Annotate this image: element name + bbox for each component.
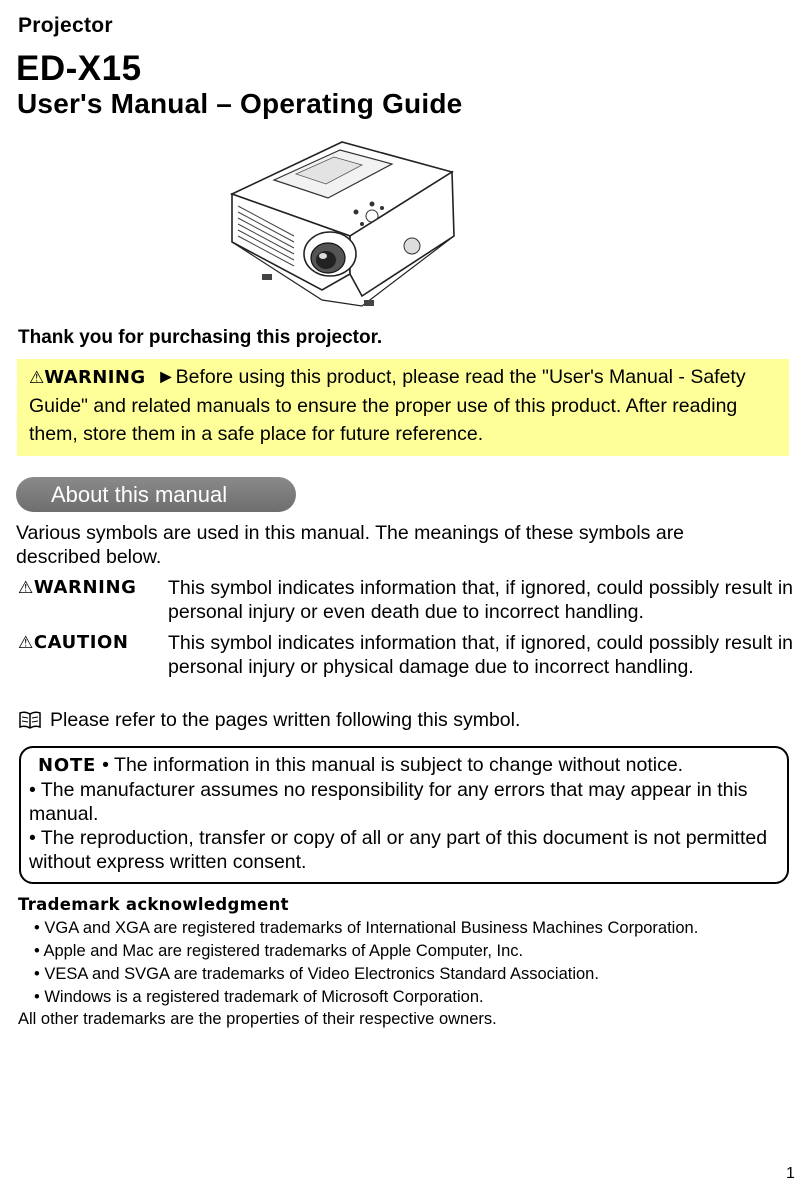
trademark-item: • VGA and XGA are registered trademarks of International Business Machines Corporation. — [34, 919, 699, 937]
trademark-item: • Apple and Mac are registered trademarks of Apple Computer, Inc. — [34, 942, 524, 960]
page-reference-text: Please refer to the pages written following this symbol. — [50, 709, 521, 731]
page-number: 1 — [786, 1165, 795, 1182]
thanks-heading: Thank you for purchasing this projector. — [18, 327, 383, 348]
trademark-item: • VESA and SVGA are trademarks of Video Electronics Standard Association. — [34, 965, 599, 983]
note-label: NOTE — [38, 755, 97, 776]
caution-symbol-description: This symbol indicates information that, if ignored, could possibly result in personal injury or physical damage due to incorrect handling. — [168, 632, 793, 678]
warning-text: Before using this product, please read the "User's Manual - Safety Guide" and related manuals to ensure the proper use of this product. After reading them, store them in a safe place for future reference. — [29, 366, 746, 445]
projector-illustration — [222, 124, 474, 320]
warning-triangle-icon: ⚠ — [18, 578, 34, 598]
book-icon — [18, 710, 42, 730]
note-item: • The reproduction, transfer or copy of all or any part of this document is not permitted without express written consent. — [29, 827, 768, 873]
note-item: • The manufacturer assumes no responsibility for any errors that may appear in this manual. — [29, 779, 748, 825]
warning-triangle-icon: ⚠ — [29, 368, 45, 387]
warning-arrow-icon: ► — [156, 366, 176, 388]
note-box — [19, 746, 789, 884]
warning-label: WARNING — [44, 367, 146, 388]
page-title: User's Manual – Operating Guide — [17, 88, 463, 119]
warning-box — [17, 359, 789, 456]
trademark-footer: All other trademarks are the properties of their respective owners. — [18, 1010, 497, 1028]
trademark-heading: Trademark acknowledgment — [18, 895, 289, 914]
caution-symbol-label: ⚠CAUTION — [18, 632, 129, 653]
symbol-row-caution — [18, 631, 793, 679]
note-item: • The information in this manual is subject to change without notice. — [102, 754, 684, 776]
page-reference-row — [18, 708, 520, 732]
caution-triangle-icon: ⚠ — [18, 633, 34, 653]
product-category: Projector — [18, 14, 113, 37]
note-first-line — [29, 753, 777, 778]
trademark-list — [34, 917, 698, 1009]
trademark-item: • Windows is a registered trademark of Microsoft Corporation. — [34, 988, 484, 1006]
section-heading: About this manual — [16, 477, 296, 512]
about-intro: Various symbols are used in this manual. The meanings of these symbols are described below. — [16, 522, 685, 568]
symbol-row-warning — [18, 576, 793, 624]
warning-symbol-description: This symbol indicates information that, if ignored, could possibly result in personal injury or even death due to incorrect handling. — [168, 577, 793, 623]
warning-symbol-label: ⚠WARNING — [18, 577, 137, 598]
model-name: ED-X15 — [16, 49, 142, 88]
